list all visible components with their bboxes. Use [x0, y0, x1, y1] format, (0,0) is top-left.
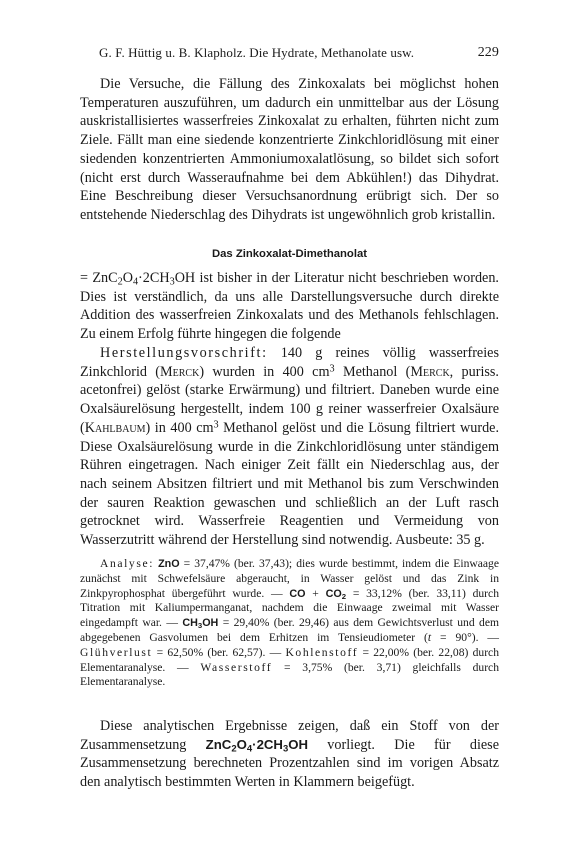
supplier-merck: Merck	[160, 363, 200, 380]
equals-sign: =	[80, 270, 93, 286]
supplier-kahlbaum: Kahlbaum	[84, 419, 146, 436]
conclusion-formula: $ZnC_2O_4\cdot 2CH_3OH$	[205, 736, 309, 755]
prescription-paragraph: Herstellungsvorschrift: 140 g reines völlig wasserfreies Zinkchlorid (Merck) wurden in 400 $cm^3$ Methanol (Merck, puriss. acetonfrei) gelöst (starke Erwärmung) und filtriert. Daneben wurde eine Oxalsäurelösung hergestellt, indem 100 g reiner wasserfreier Oxalsäure (Kahlbaum) in 400 $cm^3$ Methanol gelöst und die Lösung filtriert wurde. Diese Oxalsäurelösung wurde in die Zinkchloridlösung unter ständigem Rühren eingetragen. Nach einiger Zeit fällt ein Niederschlag aus, der nach seinem Absitzen filtriert und mit Methanol bis zum Verschwinden der sauren Reaktion gewaschen und schließlich an der Luft rasch getrocknet wird. Wasserfreie Reagentien und Vermeidung von Wasserzutritt während der Herstellung sind notwendig. Ausbeute: 35 g.	[80, 345, 500, 549]
running-header	[99, 45, 499, 61]
formula: $ZnC_2O_4\cdot 2CH_3OH$	[92, 270, 196, 288]
formula-paragraph-text: ist bisher in der Literatur nicht beschrieben worden. Dies ist verständlich, da uns alle Darstellungsversuche durch direkte Addition des wasserfreien Zinkoxalats und des Methanols fehlschlagen. Zu einem Erfolg führte hingegen die folgende	[80, 270, 499, 343]
section-heading: Das Zinkoxalat-Dimethanolat	[211, 248, 368, 260]
conclusion-paragraph: Diese analytischen Ergebnisse zeigen, daß ein Stoff von der Zusammensetzung $ZnC_2O_4\cdot 2CH_3OH$ vorliegt. Die für diese Zusammensetzung berechneten Prozentzahlen sind im vorigen Absatz den analytisch bestimmten Werten in Klammern beigefügt.	[80, 718, 499, 791]
page-number: 229	[477, 45, 499, 60]
analysis-paragraph: Analyse: ZnO = 37,47% (ber. 37,43); dies wurde bestimmt, indem die Einwaage zunächst mit Schwefelsäure abgeraucht, in Wasser gelöst und das Zink in Zinkpyrophosphat übergeführt wurde. — CO + $CO_2 = 33,12\%$ (ber. 33,11) durch Titration mit Kaliumpermanganat, nachdem die Einwaage zweimal mit Wasser eingedampft war. — $CH_3OH = 29,40\%$ (ber. 29,46) aus dem Gewichtsverlust und dem abgegebenen Gasvolumen bei dem Erhitzen im Tensieudiometer (t = 90°). — Glühverlust = 62,50% (ber. 62,57). — Kohlenstoff = 22,00% (ber. 22,08) durch Elementaranalyse. — Wasserstoff = 3,75% (ber. 3,71) gleichfalls durch Elementaranalyse.	[80, 557, 499, 689]
intro-paragraph: Die Versuche, die Fällung des Zinkoxalats bei möglichst hohen Temperaturen auszuführen, um dadurch ein unmittelbar aus der Lösung auskristallisiertes wasserfreies Zinkoxalat zu erhalten, führten nicht zum Ziele. Fällt man eine siedende konzentrierte Zinkchloridlösung mit einer siedenden konzentrierten Ammoniumoxalatlösung, so bildet sich sofort (nicht erst durch Wasseraufnahme bei dem Abkühlen!) das Dihydrat. Eine Beschreibung dieser Versuchsanordnung erübrigt sich. Der so entstehende Niederschlag des Dihydrats ist ungewöhnlich grob kristallin.	[80, 76, 499, 223]
running-title: G. F. Hüttig u. B. Klapholz. Die Hydrate, Methanolate usw.	[99, 45, 415, 60]
supplier-merck-2: Merck	[410, 363, 450, 380]
prescription-label: Herstellungsvorschrift:	[100, 345, 268, 361]
analysis-label: Analyse:	[100, 557, 155, 570]
formula-paragraph	[80, 269, 499, 344]
